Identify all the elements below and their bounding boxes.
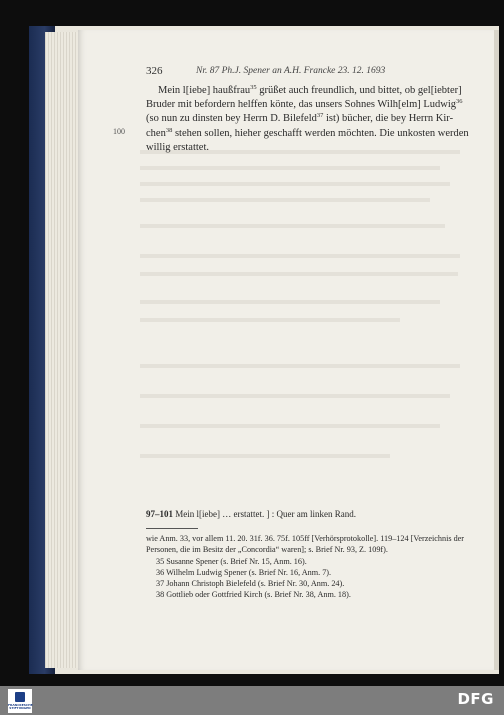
bleed-through [140,166,440,170]
letter-body [146,84,469,155]
bleed-through [140,394,450,398]
dfg-logo[interactable]: DFG [457,690,494,708]
footnote-38: 38 Gottlieb oder Gottfried Kirch (s. Brief Nr. 38, Anm. 18). [156,590,351,600]
footnote-rule [146,528,198,529]
footnote-ref[interactable]: 37 [316,112,324,120]
franckesche-stiftungen-logo[interactable] [8,689,32,713]
header-title: Nr. 87 Ph.J. Spener an A.H. Francke 23. 12. 1693 [196,66,386,76]
footnote-continuation: wie Anm. 33, vor allem 11. 20. 31f. 36. 75f. 105ff [Verhörsprotokolle]. 119–124 [Verzeichnis der [146,534,465,543]
footnote-continuation: Personen, die im Besitz der „Concordia“ waren]; s. Brief Nr. 93, Z. 109f). [146,545,388,555]
page-edge-right [494,30,499,670]
footnote-35: 35 Susanne Spener (s. Brief Nr. 15, Anm. 16). [156,556,307,566]
critical-apparatus [146,509,466,519]
line-number: 100 [113,127,125,136]
bleed-through [140,182,450,186]
logo-text: FRANCKESCHE STIFTUNGEN [8,703,33,711]
footnote-36: 36 Wilhelm Ludwig Spener (s. Brief Nr. 16, Anm. 7). [156,567,332,577]
footnote-ref[interactable]: 36 [456,98,463,106]
body-line: Mein l[iebe] haußfrau$^{35}$ grüßet auch freundlich, und bittet, ob gel[iebter] [158,84,462,96]
apparatus-line-ref: 97–101 [146,509,173,519]
footnote-ref[interactable]: 35 [250,84,257,91]
bleed-through [140,364,460,368]
footnote-37: 37 Johann Christoph Bielefeld (s. Brief Nr. 30, Anm. 24). [156,579,345,589]
page-number: 326 [146,65,163,77]
body-line: (so nun zu dinsten bey Herrn D. Bilefeld$^{37}$ ist) bücher, die bey Herrn Kir- [146,112,454,125]
running-head [146,66,476,80]
bleed-through [140,198,430,202]
bleed-through [140,424,440,428]
bleed-through [140,300,440,304]
page-edges [45,32,80,668]
body-line: Bruder mit befordern helffen könte, das unsers Sohnes Wilh[elm] Ludwig$^{36}$ [146,98,463,111]
bleed-through [140,272,458,276]
apparatus-text: Mein l[iebe] … erstattet. ] : Quer am linken Rand. [173,509,356,519]
viewer-footer-bar [0,686,504,715]
body-line: willig erstattet. [146,141,209,153]
bleed-through [140,454,390,458]
footnote-ref[interactable]: 38 [165,126,173,134]
bleed-through [140,224,445,228]
crest-icon [15,692,25,702]
bleed-through [140,318,400,322]
bleed-through [140,254,460,258]
footnotes [146,533,466,601]
body-line: chen$^{38}$ stehen sollen, hieher geschafft werden möchten. Die unkosten werden [146,126,469,139]
